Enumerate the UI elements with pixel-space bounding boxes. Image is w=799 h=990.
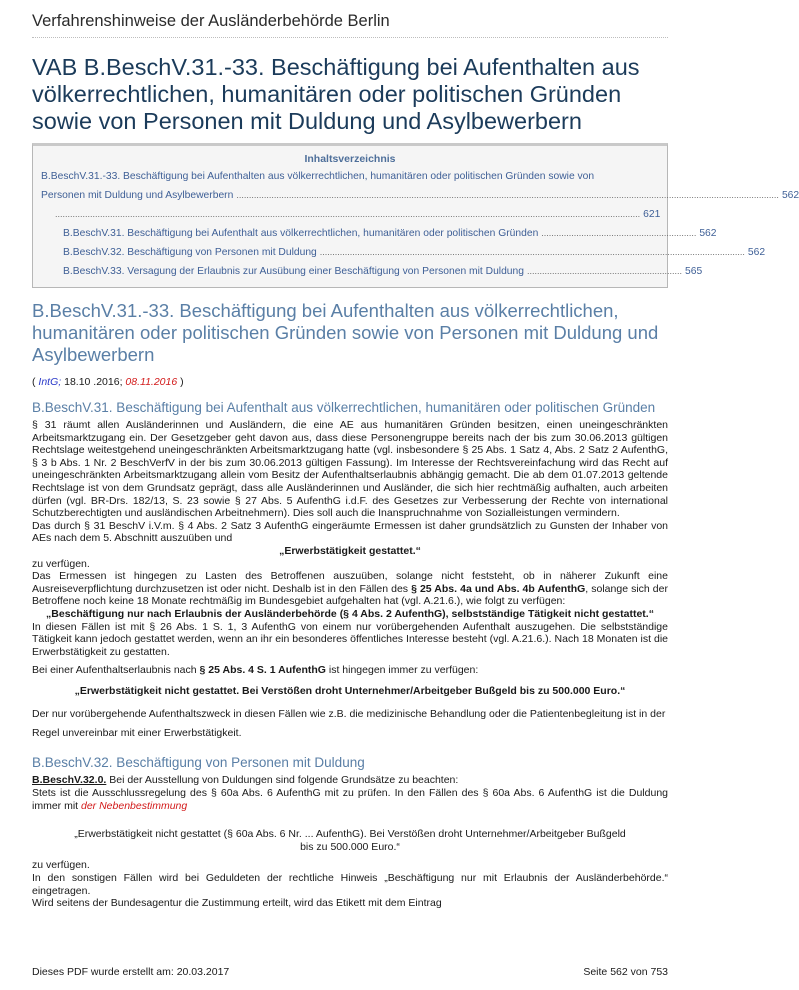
paragraph: zu verfügen. xyxy=(32,859,90,872)
footer-page-number: Seite 562 von 753 xyxy=(583,966,668,978)
document-page xyxy=(32,0,799,910)
toc-page-number[interactable]: 562 xyxy=(699,228,717,239)
paragraph xyxy=(32,664,668,677)
paragraph: zu verfügen. xyxy=(32,557,90,570)
text-span: Stets ist die Ausschlussregelung des § 60a Abs. 6 AufenthG mit zu prüfen. In den Fällen des § 60a Abs. 6 AufenthG ist die Duldung immer mit xyxy=(32,787,668,812)
meta-date-changed: 08.11.2016 xyxy=(125,376,178,388)
toc-page-number[interactable]: 565 xyxy=(685,266,703,277)
text-span: Bei einer Aufenthaltserlaubnis nach xyxy=(32,664,200,677)
footer-created: Dieses PDF wurde erstellt am: 20.03.2017 xyxy=(32,966,230,978)
paragraph: Wird seitens der Bundesagentur die Zustimmung erteilt, wird das Etikett mit dem Eintrag xyxy=(32,897,442,910)
changed-text: der Nebenbestimmung xyxy=(81,799,188,812)
toc-entry-label[interactable]: B.BeschV.32. Beschäftigung von Personen mit Duldung xyxy=(63,247,317,258)
toc-dots: .............................................................. xyxy=(527,266,683,276)
toc-page-number[interactable]: 621 xyxy=(643,209,661,220)
paragraph: In den sonstigen Fällen wird bei Geduldeten der rechtliche Hinweis „Beschäftigung nur mit Erlaubnis der Ausländerbehörde.“ eingetragen. xyxy=(32,872,668,897)
quote-instruction: „Erwerbstätigkeit nicht gestattet (§ 60a Abs. 6 Nr. ... AufenthG). Bei Verstößen droht Unternehmer/Arbeitgeber Bußgeld bis zu 500.000 Euro.“ xyxy=(74,828,626,853)
toc-entry-31[interactable] xyxy=(41,224,717,243)
paragraph xyxy=(32,570,668,608)
subsection-heading-31: B.BeschV.31. Beschäftigung bei Aufenthalt aus völkerrechtlichen, humanitären oder politischen Gründen xyxy=(32,400,656,415)
quote-instruction: „Beschäftigung nur nach Erlaubnis der Ausländerbehörde (§ 4 Abs. 2 AufenthG), selbstständige Tätigkeit nicht gestattet.“ xyxy=(46,607,654,620)
toc-entry-32[interactable] xyxy=(41,243,766,262)
toc-entry-label[interactable]: B.BeschV.31. Beschäftigung bei Aufenthalt aus völkerrechtlichen, humanitären oder politischen Gründen xyxy=(63,228,539,239)
text-span: , solange sich der Betroffene noch keine 18 Monate rechtmäßig im Bundesgebiet aufgehalten hat (vgl. A.21.6.), wie folgt zu verfügen: xyxy=(32,582,668,608)
toc-entry-label[interactable]: B.BeschV.33. Versagung der Erlaubnis zur Ausübung einer Beschäftigung von Personen mit Duldung xyxy=(63,266,524,277)
subsection-heading-32: B.BeschV.32. Beschäftigung von Personen mit Duldung xyxy=(32,755,365,771)
meta-date: 18.10 .2016; xyxy=(61,376,126,388)
section-heading: B.BeschV.31.-33. Beschäftigung bei Aufenthalten aus völkerrechtlichen, humanitären oder politischen Gründen sowie von Personen mit Duldung und Asylbewerbern xyxy=(32,300,659,365)
toc-entry-main[interactable] xyxy=(41,168,659,186)
toc-dots: ......................................................................................................................................................................................................................... xyxy=(236,190,779,200)
toc-entry-main-line2[interactable] xyxy=(41,186,799,205)
table-of-contents xyxy=(32,143,799,288)
toc-dots: .......................................................................................................................................................................................................................................... xyxy=(55,209,641,219)
toc-page-number[interactable]: 562 xyxy=(747,247,766,258)
paragraph: Das durch § 31 BeschV i.V.m. § 4 Abs. 2 Satz 3 AufenthG eingeräumte Ermessen ist daher grundsätzlich zu Gunsten der Inhaber von AEs nach dem 5. Abschnitt auszuüben und xyxy=(32,519,668,545)
text-span: Bei der Ausstellung von Duldungen sind folgende Grundsätze zu beachten: xyxy=(106,774,459,787)
paragraph: § 31 räumt allen Ausländerinnen und Ausländern, die eine AE aus humanitären Gründen besitzen, einen uneingeschränkten Arbeitsmarktzugang ein. Der Gesetzgeber geht davon aus, dass diese Personengruppe bereits nach der bis zum 30.06.2013 gültigen Rechtslage weitestgehend uneingeschränkten Arbeitsmarktzugang hatte (vgl. insbesondere § 25 Abs. 1 Satz 4, Abs. 2 Satz 2 AufenthG, § 3 b Abs. 1 Nr. 2 BeschVerfV in der bis zum 30.06.2013 gültigen Fassung). Im Interesse der Rechtsvereinfachung wird das Recht auf uneingeschränkten Arbeitsmarktzugang allein vom Besitz der Aufenthaltserlaubnis abhängig gemacht. Die ab dem 01.07.2013 geltende Rechtslage ist von dem Grundsatz geprägt, dass alle Ausländerinnen und Ausländer, die sich hier rechtmäßig aufhalten, auch arbeiten dürfen (vgl. BR-Drs. 182/13, S. 23 sowie § 27 Abs. 5 AufenthG i.d.F. des Gesetzes zur Verbesserung der Rechte von international Schutzberechtigten und ausländischen Arbeitnehmern). Dies soll auch die Inanspruchnahme von Sozialleistungen vermindern. xyxy=(32,419,668,520)
toc-dots: .............................................................. xyxy=(541,228,697,238)
toc-entry-label[interactable]: Personen mit Duldung und Asylbewerbern xyxy=(41,190,234,201)
quote-instruction: „Erwerbstätigkeit gestattet.“ xyxy=(279,544,421,557)
meta-open: ( xyxy=(32,376,39,388)
paragraph xyxy=(32,774,668,787)
law-reference: § 25 Abs. 4 S. 1 AufenthG xyxy=(199,664,326,677)
toc-page-number[interactable]: 562 xyxy=(781,190,799,201)
page-footer xyxy=(32,966,668,978)
toc-dots: .......................................................................................................................................................................... xyxy=(319,247,745,257)
toc-title: Inhaltsverzeichnis xyxy=(304,153,396,165)
revision-meta xyxy=(32,376,668,388)
paragraph: Der nur vorübergehende Aufenthaltszweck in diesen Fällen wie z.B. die medizinische Behandlung oder die Patientenbegleitung ist in der Regel unvereinbar mit einer Erwerbstätigkeit. xyxy=(32,708,666,740)
law-reference: § 25 Abs. 4a und Abs. 4b AufenthG xyxy=(411,582,586,595)
text-span: Das Ermessen ist hingegen zu Lasten des Betroffenen auszuüben, solange nicht feststeht, ob in näherer Zukunft eine Ausreiseverpflichtung durchzusetzen ist oder nicht. Deshalb ist in den Fällen des xyxy=(32,570,668,595)
toc-entry-33[interactable] xyxy=(41,262,703,281)
page-heading: VAB B.BeschV.31.-33. Beschäftigung bei Aufenthalten aus völkerrechtlichen, humanitären oder politischen Gründen sowie von Personen mit Duldung und Asylbewerbern xyxy=(32,54,640,134)
toc-entry-main-line1[interactable]: B.BeschV.31.-33. Beschäftigung bei Aufenthalten aus völkerrechtlichen, humanitären oder politischen Gründen sowie von xyxy=(41,171,595,182)
text-span: ist hingegen immer zu verfügen: xyxy=(325,664,479,677)
section-anchor: B.BeschV.32.0. xyxy=(32,774,107,787)
toc-entry-blank[interactable] xyxy=(41,205,659,224)
intg-link[interactable]: IntG; xyxy=(38,376,62,388)
meta-close: ) xyxy=(177,376,184,388)
paragraph xyxy=(32,787,668,812)
paragraph: In diesen Fällen ist mit § 26 Abs. 1 S. 1, 3 AufenthG von einem nur vorübergehenden Aufenthalt auszugehen. Die selbstständige Tätigkeit kann jedoch gestattet werden, wenn an ihr ein besonderes öffentliches Interesse besteht (vgl. A.21.6.). Nach 18 Monaten ist die Erwerbstätigkeit zu gestatten. xyxy=(32,620,668,658)
site-title: Verfahrenshinweise der Ausländerbehörde Berlin xyxy=(32,12,668,38)
quote-instruction: „Erwerbstätigkeit nicht gestattet. Bei Verstößen droht Unternehmer/Arbeitgeber Bußgeld bis zu 500.000 Euro.“ xyxy=(74,684,626,697)
